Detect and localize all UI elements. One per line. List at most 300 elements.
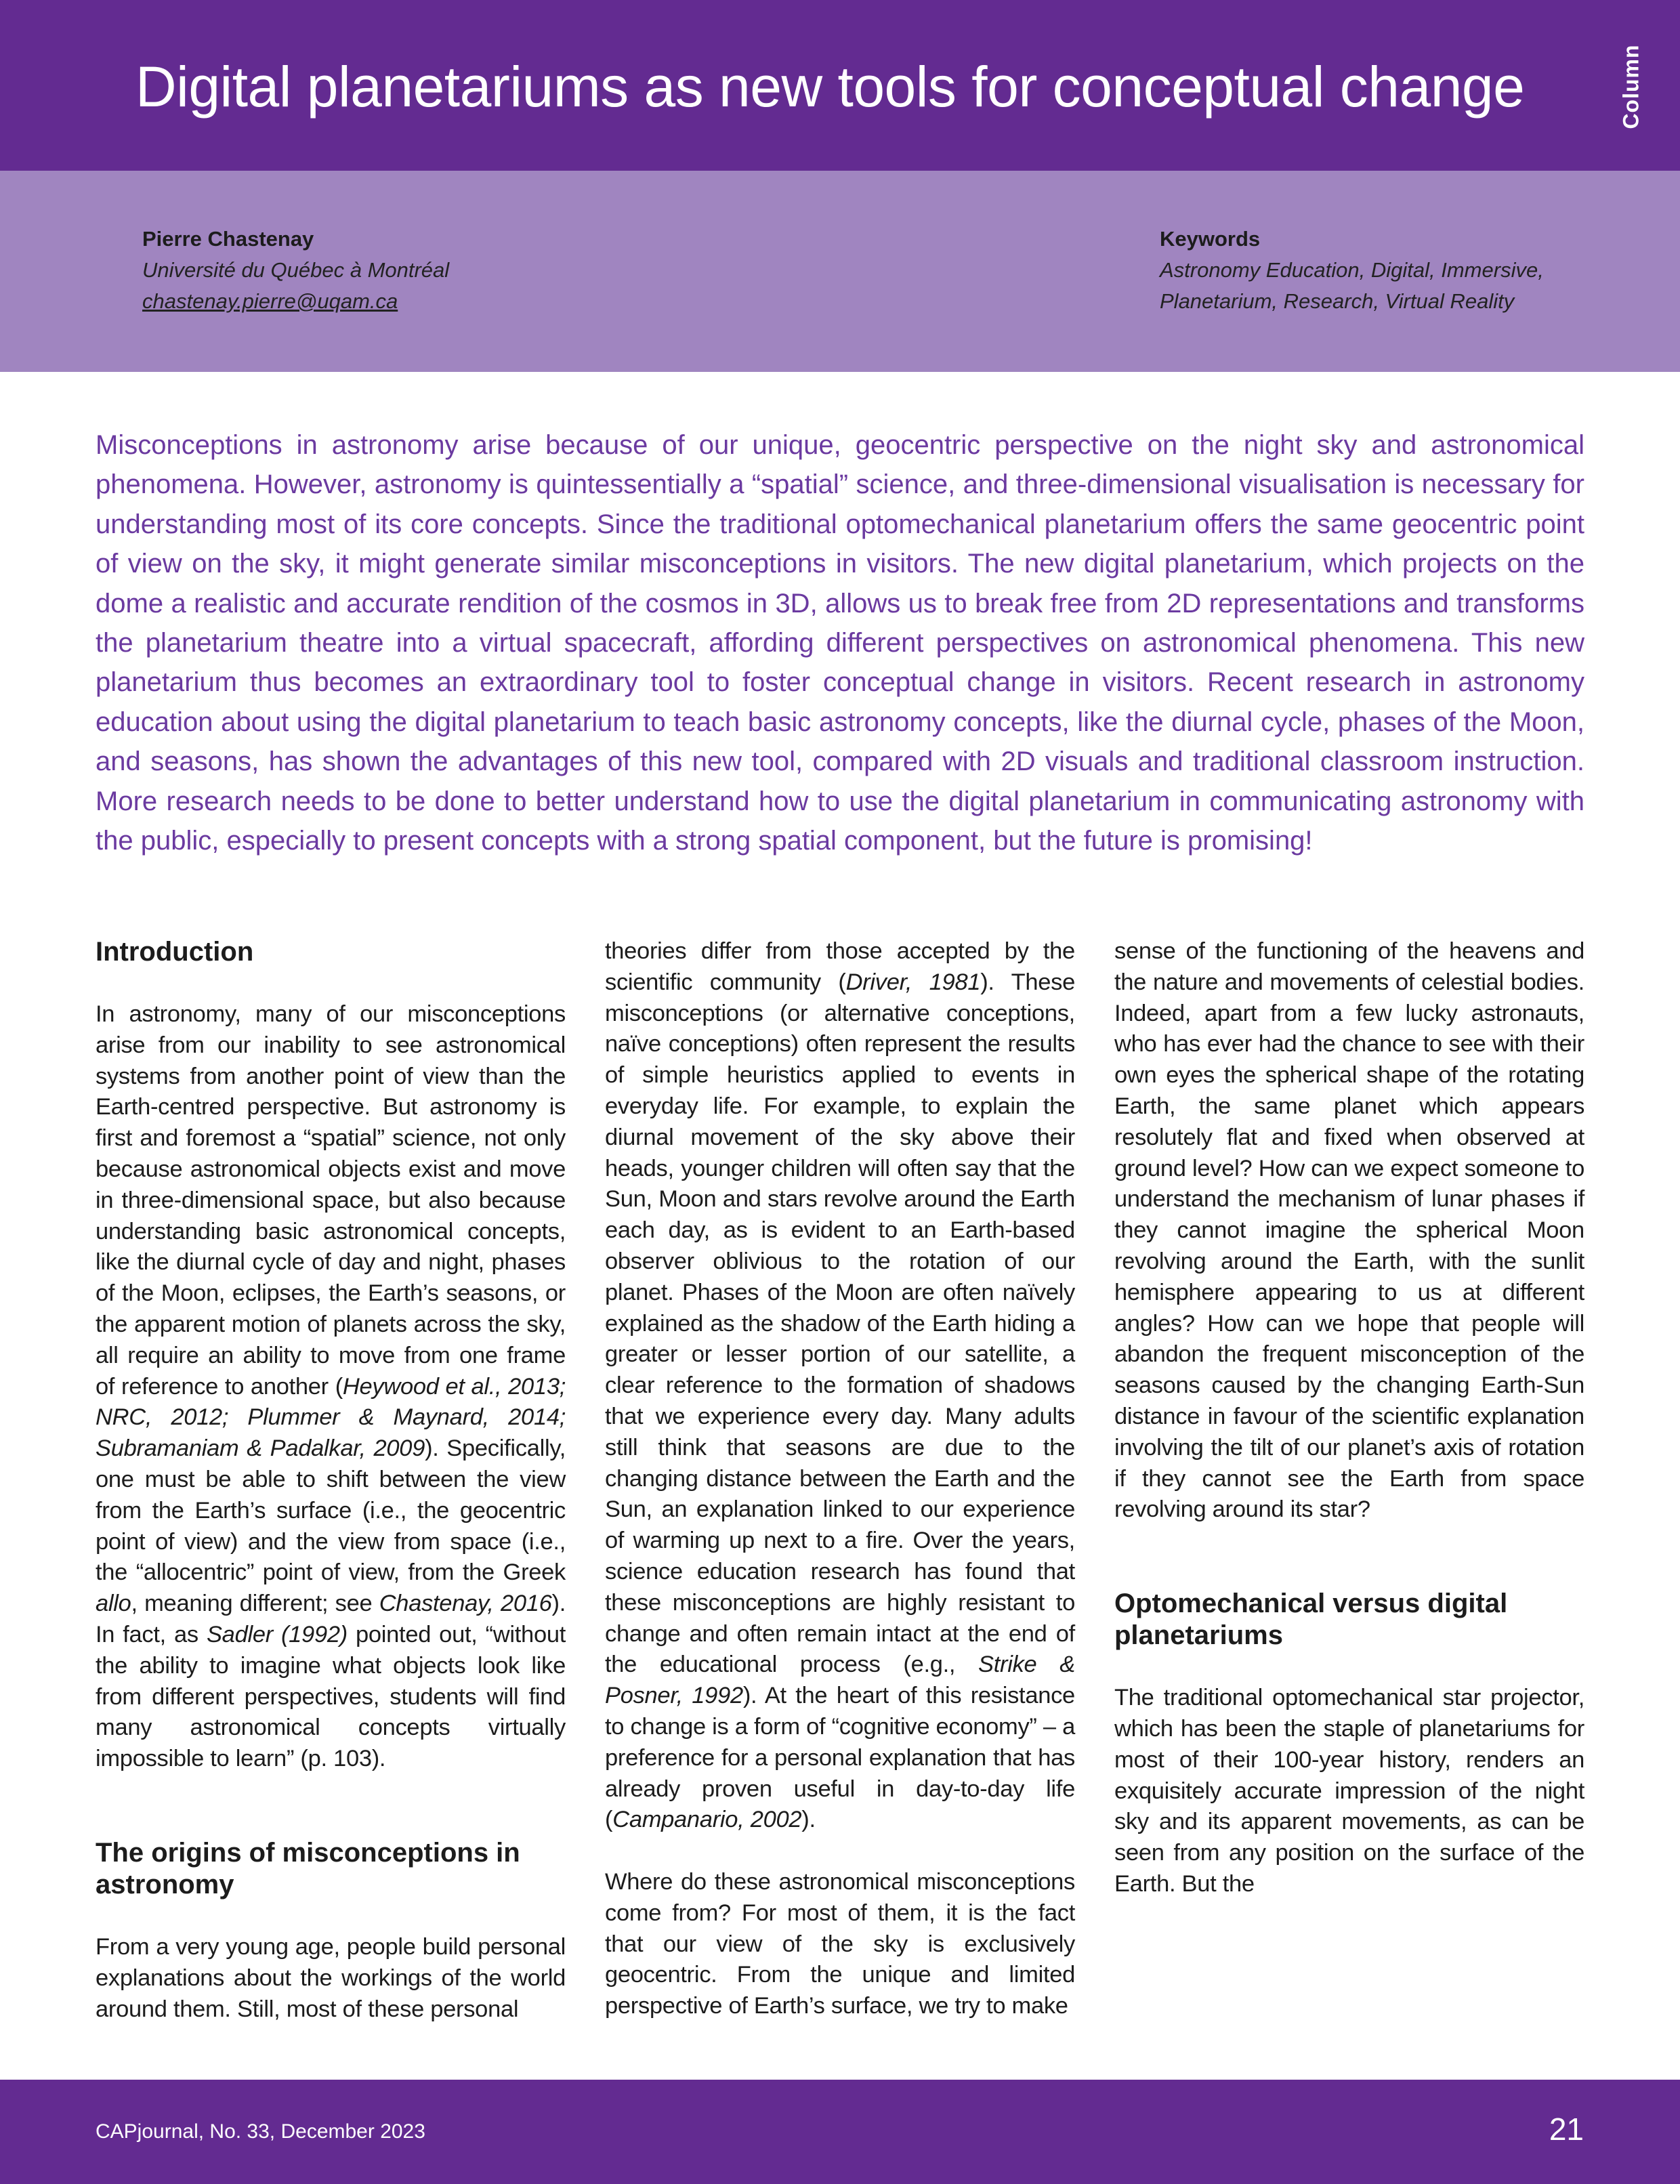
- word: [167, 1996, 173, 2022]
- word: own: [1114, 1062, 1157, 1089]
- word: [798, 1093, 813, 1119]
- body-column-1: [96, 936, 566, 2025]
- word: [685, 1404, 697, 1429]
- word: [791, 1466, 799, 1492]
- word: caused: [1211, 1372, 1286, 1399]
- word: [169, 1934, 175, 1960]
- word: Earth: [1020, 1186, 1076, 1213]
- word: [1185, 1466, 1202, 1492]
- word: of: [605, 1528, 625, 1554]
- word: [800, 1714, 806, 1740]
- word: [340, 1934, 347, 1960]
- word: scientific: [1371, 1403, 1460, 1429]
- word: misconceptions: [605, 1000, 763, 1026]
- word: due: [944, 1434, 984, 1461]
- word: [1003, 1528, 1012, 1553]
- word: [1195, 1311, 1207, 1337]
- word: [1029, 938, 1043, 964]
- word: [1517, 1248, 1532, 1274]
- word: [762, 1931, 782, 1957]
- word: and: [722, 1186, 761, 1213]
- word: [654, 1372, 666, 1398]
- word: Moon: [835, 1279, 894, 1305]
- word: [772, 1776, 794, 1802]
- word: frequent: [1262, 1341, 1347, 1368]
- word: [986, 1745, 993, 1771]
- word: [1507, 1217, 1526, 1243]
- word: from: [765, 938, 812, 964]
- word: [1243, 1435, 1251, 1461]
- word: [729, 1714, 735, 1740]
- word: [831, 1590, 842, 1616]
- word: [929, 1714, 936, 1740]
- word: [1045, 1590, 1056, 1616]
- word: [1397, 938, 1407, 964]
- keywords-block: [1160, 224, 1544, 317]
- word: [1392, 1001, 1406, 1026]
- word: “cognitive: [831, 1713, 930, 1740]
- word: [787, 1341, 801, 1367]
- word: (: [605, 1807, 613, 1833]
- word: a: [734, 1713, 748, 1740]
- word: Still,: [237, 1996, 280, 2022]
- word: surface,: [831, 1993, 913, 2019]
- word: life.: [713, 1093, 749, 1119]
- word: [680, 1621, 689, 1647]
- author-name: Pierre Chastenay: [142, 227, 314, 251]
- word: our: [917, 1341, 951, 1368]
- word: most: [786, 1899, 837, 1926]
- word: Earth,: [1114, 1093, 1176, 1119]
- word: [906, 1093, 921, 1119]
- word: above: [950, 1124, 1014, 1150]
- word: [1001, 1031, 1008, 1057]
- word: movements: [1269, 969, 1389, 995]
- word: the: [1114, 969, 1147, 995]
- word: very: [175, 1933, 219, 1960]
- author-affiliation: Université du Québec à Montréal: [142, 258, 450, 282]
- word: Earth-Sun: [1481, 1372, 1584, 1399]
- title-banner: [0, 0, 1680, 171]
- word: [826, 1280, 835, 1305]
- word: involving: [1114, 1434, 1204, 1461]
- word: and: [1546, 938, 1584, 964]
- body-column-3: [1114, 936, 1584, 1900]
- word: [814, 1496, 823, 1522]
- word: younger: [681, 1155, 764, 1181]
- word: [683, 1559, 697, 1584]
- word: of: [605, 1062, 625, 1089]
- word: [1024, 1776, 1046, 1802]
- word: [1297, 1404, 1305, 1429]
- word: [886, 1466, 894, 1492]
- word: see: [1448, 1031, 1486, 1057]
- word: had: [1258, 1031, 1297, 1057]
- word: [791, 1962, 810, 1988]
- word: and: [1271, 1124, 1310, 1150]
- word: process: [799, 1652, 881, 1678]
- word: theories: [605, 938, 687, 964]
- word: [1565, 1186, 1573, 1212]
- word: up: [729, 1528, 755, 1554]
- word: imagine: [1265, 1217, 1346, 1244]
- word: the: [858, 1248, 891, 1274]
- word: experience: [697, 1403, 810, 1429]
- word: [709, 1062, 727, 1088]
- text-run: ). Specifically, one must be able to shift between the view from the Earth’s surface (i.e., the geocentric point of view) and the view from space (i.e., the “allocentric” point of view, from the Greek: [96, 1435, 566, 1586]
- word: from: [1461, 1465, 1507, 1492]
- word: heuristics: [727, 1062, 824, 1089]
- word: [717, 1962, 736, 1988]
- word: [1028, 1093, 1043, 1119]
- word: [461, 1965, 470, 1991]
- word: [951, 1341, 965, 1367]
- word: [824, 1062, 842, 1088]
- word: them.: [173, 1996, 231, 2022]
- word: [761, 1186, 768, 1212]
- citation-word: 1981: [929, 969, 981, 995]
- word: [931, 1621, 940, 1647]
- word: by: [1297, 1372, 1322, 1399]
- word: stars: [768, 1186, 818, 1213]
- word: revolving: [1114, 1248, 1206, 1274]
- word: [1358, 1280, 1378, 1305]
- word: [943, 1372, 954, 1398]
- word: Where: [605, 1868, 673, 1895]
- word: applied: [841, 1062, 916, 1089]
- word: limited: [1009, 1962, 1075, 1988]
- word: [925, 1311, 931, 1337]
- section-tab-label: Column: [1618, 43, 1643, 129]
- word: [827, 1683, 836, 1708]
- word: the: [1467, 1062, 1499, 1089]
- word: to: [1423, 1031, 1442, 1057]
- word: and: [950, 1962, 990, 1988]
- word: about: [233, 1965, 291, 1991]
- word: [1039, 1062, 1057, 1088]
- word: [1458, 1001, 1471, 1026]
- word: [886, 1311, 893, 1337]
- word: [720, 1528, 729, 1553]
- citation-word: &: [1059, 1652, 1075, 1678]
- word: misconception: [1360, 1341, 1507, 1368]
- word: [1348, 1156, 1354, 1181]
- word: [1297, 1031, 1303, 1057]
- word: [765, 1435, 785, 1461]
- word: astronomical: [778, 1868, 909, 1895]
- word: it: [946, 1899, 958, 1926]
- word: [1023, 1248, 1042, 1274]
- citation-word: Driver,: [845, 969, 912, 995]
- word: Moon: [1526, 1217, 1584, 1244]
- word: or: [691, 1341, 712, 1368]
- word: planet’s: [1347, 1434, 1426, 1461]
- word: see: [1287, 1465, 1325, 1492]
- origins-paragraph-end: [1114, 936, 1584, 1526]
- word: the: [804, 1372, 837, 1399]
- word: perspective: [605, 1993, 723, 2019]
- word: [1055, 1311, 1062, 1337]
- word: personal: [430, 1996, 519, 2022]
- word: [871, 1435, 891, 1461]
- word: [935, 1280, 943, 1305]
- word: [706, 1714, 712, 1740]
- word: appearing: [1255, 1279, 1358, 1305]
- word: [883, 1125, 900, 1150]
- word: [677, 1341, 691, 1367]
- word: community: [709, 969, 821, 995]
- word: [1200, 1372, 1211, 1398]
- word: [1252, 1031, 1259, 1057]
- word: [774, 1311, 780, 1337]
- word: [1256, 1062, 1265, 1088]
- word: are: [842, 1589, 876, 1616]
- word: to: [1377, 1279, 1398, 1305]
- word: axis: [1433, 1434, 1475, 1461]
- word: of: [782, 1931, 801, 1957]
- word: observed: [1456, 1124, 1551, 1150]
- word: Earth-based: [950, 1217, 1075, 1244]
- word: (: [838, 969, 846, 995]
- citation-word: [744, 1807, 750, 1832]
- word: of: [898, 1683, 917, 1709]
- word: [755, 1528, 763, 1553]
- word: [889, 1683, 898, 1708]
- word: [1458, 1062, 1467, 1088]
- word: accepted: [896, 938, 990, 964]
- word: [821, 969, 839, 995]
- word: [1324, 1466, 1341, 1492]
- word: tilt: [1250, 1434, 1273, 1461]
- word: revolve: [823, 1186, 898, 1213]
- word: [764, 1156, 771, 1181]
- word: misconceptions: [672, 1589, 831, 1616]
- word: [1364, 1404, 1372, 1429]
- word: the: [894, 1465, 927, 1492]
- word: spherical: [1416, 1217, 1508, 1244]
- word: [1023, 1559, 1037, 1584]
- word: [1316, 1001, 1330, 1026]
- word: [748, 1217, 761, 1243]
- author-email-link[interactable]: chastenay.pierre@uqam.ca: [142, 289, 398, 313]
- word: conceptions): [668, 1031, 799, 1057]
- word: them,: [877, 1899, 936, 1926]
- word: unique: [862, 1962, 931, 1988]
- word: ).: [742, 1683, 757, 1709]
- word: can: [1265, 1310, 1303, 1337]
- word: few: [1356, 1000, 1392, 1026]
- word: will: [858, 1155, 890, 1181]
- word: [716, 1186, 722, 1212]
- word: seasons: [1114, 1372, 1200, 1399]
- word: From: [736, 1962, 791, 1988]
- word: [1345, 1311, 1357, 1337]
- keywords-line-1: Astronomy Education, Digital, Immersive,: [1160, 258, 1544, 282]
- word: [1397, 1280, 1417, 1305]
- word: cannot: [1202, 1465, 1272, 1492]
- word: we: [1315, 1310, 1345, 1337]
- word: [940, 1093, 955, 1119]
- word: [710, 1217, 723, 1243]
- word: most: [286, 1996, 337, 2022]
- word: [894, 1776, 916, 1802]
- word: shadow: [780, 1310, 860, 1337]
- word: education: [696, 1558, 797, 1584]
- word: [1126, 1466, 1142, 1492]
- word: understand: [1114, 1186, 1230, 1213]
- word: the: [1407, 938, 1440, 964]
- word: [1313, 1496, 1319, 1522]
- word: can: [1311, 1155, 1349, 1181]
- word: [836, 1372, 847, 1398]
- word: everyday: [605, 1093, 698, 1119]
- word: [834, 1125, 851, 1150]
- article-title: Digital planetariums as new tools for conceptual change: [135, 55, 1525, 119]
- word: [661, 1900, 672, 1926]
- word: [652, 1186, 658, 1212]
- word: (e.g.,: [903, 1652, 956, 1678]
- word: [948, 1156, 954, 1181]
- word: in: [1207, 1403, 1225, 1429]
- word: [904, 1341, 917, 1367]
- word: is: [968, 1899, 985, 1926]
- word: Earth,: [1353, 1248, 1415, 1274]
- word: [1253, 1311, 1265, 1337]
- word: [673, 1869, 681, 1895]
- word: [652, 1496, 662, 1522]
- word: [786, 1683, 795, 1708]
- word: [1205, 938, 1215, 964]
- word: Phases: [681, 1279, 759, 1305]
- word: to: [605, 1713, 625, 1740]
- word: ).: [980, 969, 994, 995]
- word: [757, 1683, 765, 1708]
- word: that: [1421, 1310, 1459, 1337]
- word: scientific: [605, 969, 693, 995]
- word: Indeed,: [1114, 1000, 1192, 1026]
- word: [963, 1528, 971, 1553]
- word: [984, 1900, 995, 1926]
- word: [1486, 1031, 1492, 1057]
- word: of: [1185, 938, 1205, 964]
- word: to: [774, 1372, 793, 1399]
- word: if: [1573, 1186, 1584, 1213]
- word: [1442, 1125, 1456, 1150]
- word: heart: [836, 1683, 889, 1709]
- word: star?: [1319, 1496, 1370, 1523]
- word: angles?: [1114, 1310, 1195, 1337]
- word: workings: [341, 1965, 432, 1991]
- word: [953, 1062, 971, 1088]
- word: the: [795, 1279, 827, 1305]
- word: [1231, 1093, 1254, 1119]
- word: the: [1484, 1248, 1517, 1274]
- word: [1005, 1993, 1011, 2019]
- word: an: [910, 1217, 937, 1244]
- citation-word: Posner,: [605, 1683, 683, 1709]
- word: [703, 1311, 710, 1337]
- citation: Sadler (1992): [206, 1621, 348, 1647]
- word: [1056, 1714, 1062, 1740]
- word: we: [1354, 1155, 1384, 1181]
- word: [777, 1652, 800, 1677]
- word: [807, 1528, 816, 1553]
- word: day,: [668, 1217, 710, 1244]
- word: to: [1565, 1155, 1584, 1181]
- word: [825, 1714, 831, 1740]
- word: they: [1114, 1217, 1158, 1244]
- word: its: [1290, 1496, 1314, 1523]
- word: of: [866, 1310, 886, 1337]
- word: [751, 938, 765, 964]
- word: level?: [1192, 1155, 1253, 1181]
- word: that: [1036, 1558, 1075, 1584]
- word: For: [741, 1899, 776, 1926]
- word: of: [1004, 1248, 1024, 1274]
- section-heading-origins: The origins of misconceptions in astronomy: [96, 1837, 520, 1899]
- word: [1246, 1217, 1265, 1243]
- word: [862, 1745, 869, 1771]
- word: satellite,: [964, 1341, 1049, 1368]
- word: [759, 1280, 767, 1305]
- word: [1206, 1496, 1212, 1522]
- word: [1439, 938, 1449, 964]
- word: the: [469, 1965, 502, 1991]
- word: [860, 1311, 866, 1337]
- word: example,: [813, 1093, 906, 1119]
- word: [1533, 1031, 1540, 1057]
- word: [219, 1934, 226, 1960]
- word: –: [1043, 1713, 1056, 1740]
- word: [1305, 1156, 1311, 1181]
- word: lunar: [1431, 1186, 1483, 1213]
- word: [867, 1621, 876, 1647]
- citation-word: 2002: [750, 1807, 802, 1833]
- word: [1469, 1372, 1481, 1398]
- word: around: [904, 1186, 976, 1213]
- word: the: [1043, 1434, 1075, 1461]
- word: [987, 1311, 994, 1337]
- word: to: [878, 1217, 898, 1244]
- word: [224, 1965, 234, 1991]
- word: that: [605, 1931, 644, 1957]
- word: [916, 1062, 934, 1088]
- text-run: In astronomy, many of our misconceptions arise from our inability to see astronomical systems from another point of view than the Earth-centred perspective. But astronomy is first and foremost a “spatial” science, not only because astronomical objects exist and move in three-dimensional space, but also because understanding basic astronomical concepts, like the diurnal cycle of day and night, phases of the Moon, eclipses, the Earth’s seasons, or the apparent motion of planets across the sky, all require an ability to move from one frame of reference to another (: [96, 1001, 566, 1400]
- word: the: [995, 1899, 1028, 1926]
- word: [1396, 1093, 1419, 1119]
- word: resistance: [970, 1683, 1075, 1709]
- word: [900, 1559, 914, 1584]
- word: try: [954, 1993, 980, 2019]
- word: explanation: [868, 1744, 987, 1771]
- word: think: [658, 1434, 707, 1461]
- word: [1037, 1714, 1043, 1740]
- word: diurnal: [605, 1124, 674, 1150]
- word: these: [605, 1589, 661, 1616]
- word: Many: [945, 1403, 1002, 1429]
- word: evident: [791, 1217, 865, 1244]
- word: a: [1062, 1310, 1075, 1337]
- word: [1345, 1217, 1364, 1243]
- word: [1263, 969, 1270, 995]
- word: [776, 1900, 787, 1926]
- word: [975, 1186, 982, 1212]
- word: personal: [774, 1744, 862, 1771]
- word: [1478, 1093, 1501, 1119]
- word: chance: [1342, 1031, 1416, 1057]
- word: [955, 1652, 978, 1677]
- word: reference: [665, 1372, 763, 1399]
